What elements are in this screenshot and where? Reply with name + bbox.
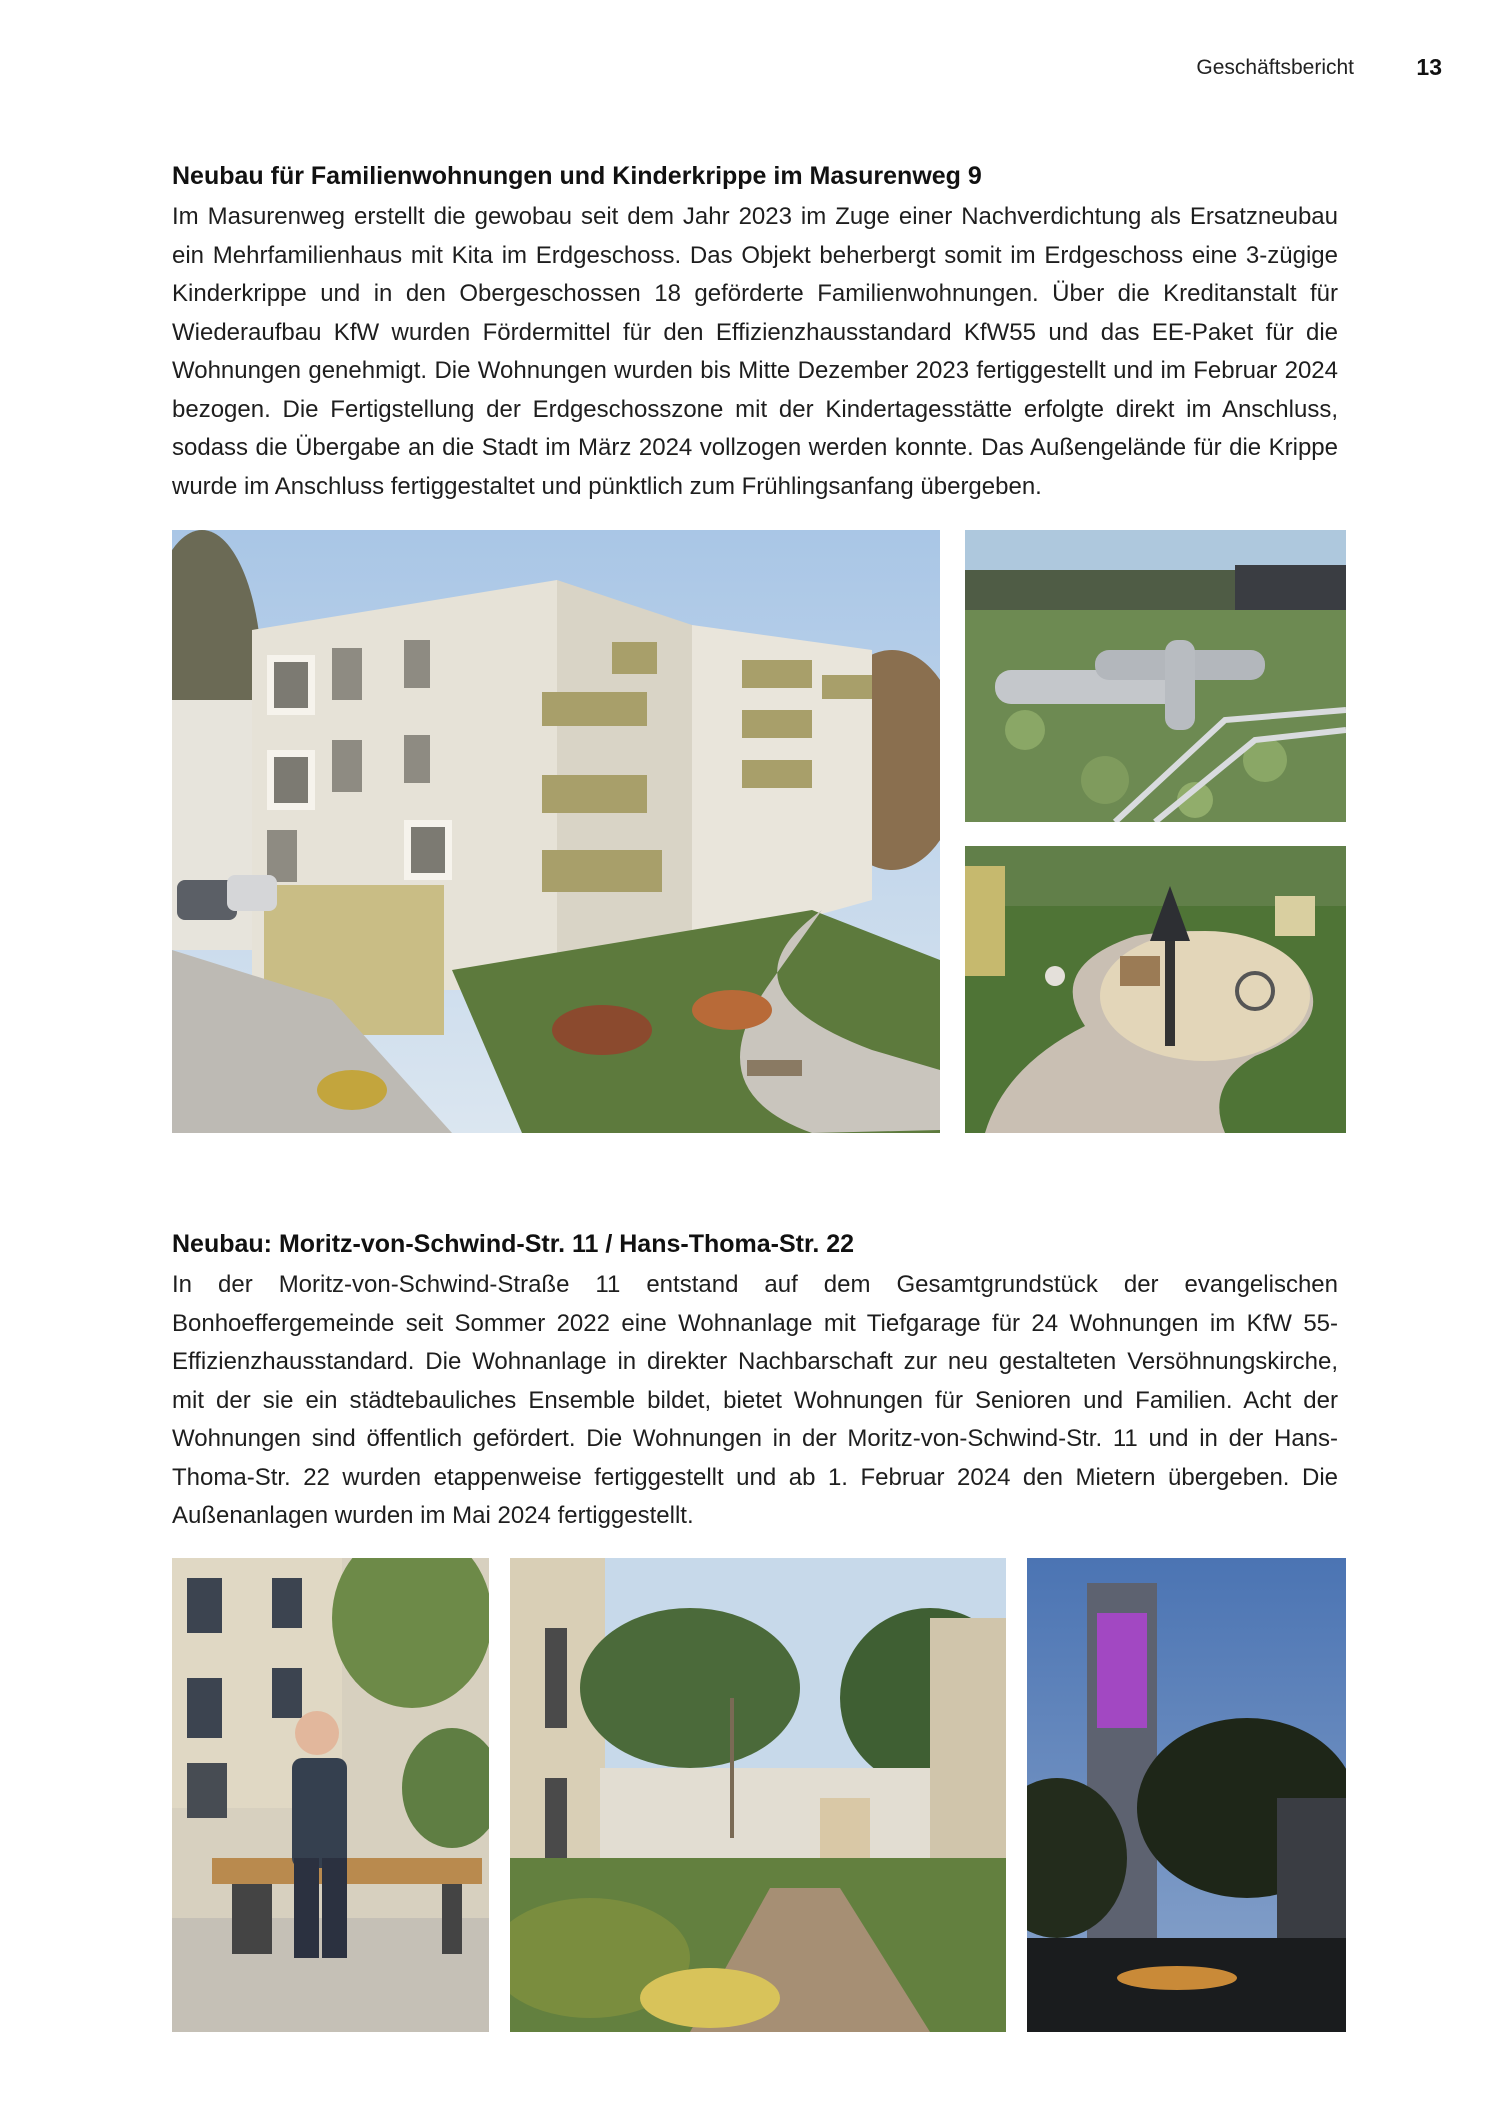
section-title: Neubau für Familienwohnungen und Kinderkrippe im Masurenweg 9 [172,162,982,190]
section-body: Im Masurenweg erstellt die gewobau seit dem Jahr 2023 im Zuge einer Nachverdichtung als Ersatzneubau ein Mehrfamilienhaus mit Kita im Erdgeschoss. Das Objekt beherbergt somit im Erdgeschoss eine 3-zügige Kinderkrippe und in den Obergeschossen 18 geförderte Familienwohnungen. Über die Kreditanstalt für Wiederaufbau KfW wurden Fördermittel für den Effizienzhausstandard KfW55 und das EE-Paket für die Wohnungen genehmigt. Die Wohnungen wurden bis Mitte Dezember 2023 fertiggestellt und im Februar 2024 bezogen. Die Fertigstellung der Erdgeschosszone mit der Kindertagesstätte erfolgte direkt im Anschluss, sodass die Übergabe an die Stadt im März 2024 vollzogen werden konnte. Das Außengelände für die Krippe wurde im Anschluss fertiggestaltet und pünktlich zum Frühlingsanfang übergeben. [172,203,1338,500]
section-title: Neubau: Moritz-von-Schwind-Str. 11 / Hans-Thoma-Str. 22 [172,1230,855,1258]
running-header-title: Geschäftsbericht [1196,56,1354,79]
photo-green-roof-pipes [965,530,1346,822]
photo-courtyard-garden [510,1558,1006,2032]
photo-building-masurenweg [172,530,940,1133]
page-number: 13 [1416,54,1442,80]
section-body: In der Moritz-von-Schwind-Straße 11 entstand auf dem Gesamtgrundstück der evangelischen Bonhoeffergemeinde seit Sommer 2022 eine Wohnanlage mit Tiefgarage für 24 Wohnungen im KfW 55-Effizienzhausstandard. Die Wohnanlage in direkter Nachbarschaft zur neu gestalteten Versöhnungskirche, mit der sie ein städtebauliches Ensemble bildet, bietet Wohnungen für Senioren und Familien. Acht der Wohnungen sind öffentlich gefördert. Die Wohnungen in der Moritz-von-Schwind-Str. 11 und in der Hans-Thoma-Str. 22 wurden etappenweise fertiggestellt und ab 1. Februar 2024 den Mietern übergeben. Die Außenanlagen wurden im Mai 2024 fertiggestellt. [172,1271,1338,1529]
photo-person-on-bench [172,1558,489,2032]
photo-church-tower-night [1027,1558,1346,2032]
section-moritz-von-schwind [172,1226,1338,1536]
photo-playground [965,846,1346,1133]
section-masurenweg [172,158,1338,506]
